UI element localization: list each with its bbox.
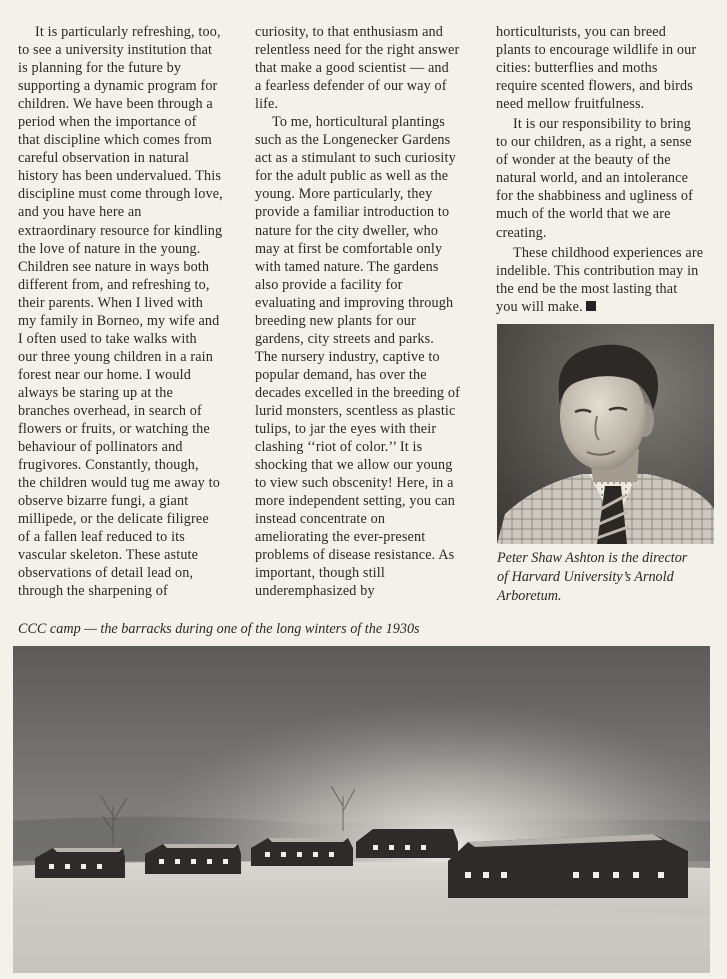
paragraph: It is our responsibility to bring to our children, as a right, a sense of wonder at the beauty of the natural world, and an intolerance for the shabbiness and ugliness of much of the world that we are creating. [496, 116, 693, 241]
photo-caption: CCC camp — the barracks during one of the long winters of the 1930s [18, 621, 420, 637]
article-column-3 [496, 23, 714, 318]
article-column-1 [18, 23, 243, 601]
paragraph-continued: curiosity, to that enthusiasm and relentless need for the right answer that make a good scientist — and a fearless defender of our way of life. [255, 24, 460, 113]
camp-illustration [13, 646, 710, 973]
portrait-photo [497, 324, 714, 544]
final-paragraph-text: These childhood experiences are indelible. This contribution may in the end be the most lasting that you will make. [496, 244, 704, 315]
camp-barracks-photo [13, 646, 710, 973]
paragraph-continued: horticulturists, you can breed plants to encourage wildlife in our cities: butterflies and moths require scented flowers, and birds need mellow fruitfulness. [496, 24, 697, 113]
portrait-illustration [497, 324, 714, 544]
paragraph: It is particularly refreshing, too, to see a university institution that is planning for the future by supporting a dynamic program for children. We have been through a period when the importance of that discipline which comes from careful observation in natural history has been undervalued. This discipline must come through love, and you have here an extraordinary resource for kindling the love of nature in the young. Children see nature in ways both different from, and refreshing to, their parents. When I lived with my family in Borneo, my wife and I often used to take walks with our three young children in a rain forest near our home. I would always be staring up at the branches overhead, in search of flowers or fruits, or watching the behaviour of pollinators and frugivores. Constantly, though, the children would tug me away to observe bizarre fungi, a giant millipede, or the delicate filigree of a fallen leaf reduced to its vascular skeleton. These astute observations of detail lead on, through the sharpening of [18, 24, 223, 600]
paragraph: To me, horticultural plantings such as the Longenecker Gardens act as a stimulant to such curiosity for the adult public as well as the young. More particularly, they provide a familiar introduction to nature for the city dweller, who may at first be comfortable only with tamed nature. The gardens also provide a facility for evaluating and improving through breeding new plants for our gardens, city streets and parks. The nursery industry, captive to popular demand, has over the decades excelled in the breeding of lurid monsters, scentless as plastic tulips, to jar the eyes with their clashing ‘‘riot of color.’’ It is shocking that we allow our young to view such obscenity! Here, in a more independent setting, you can instead concentrate on ameliorating the ever-present problems of disease resistance. As important, though still underemphasized by [255, 114, 460, 600]
portrait-caption: Peter Shaw Ashton is the director of Harvard University’s Arnold Arboretum. [497, 550, 688, 604]
end-of-article-mark [586, 301, 596, 311]
article-column-2 [255, 23, 485, 601]
paragraph-final [496, 244, 714, 316]
